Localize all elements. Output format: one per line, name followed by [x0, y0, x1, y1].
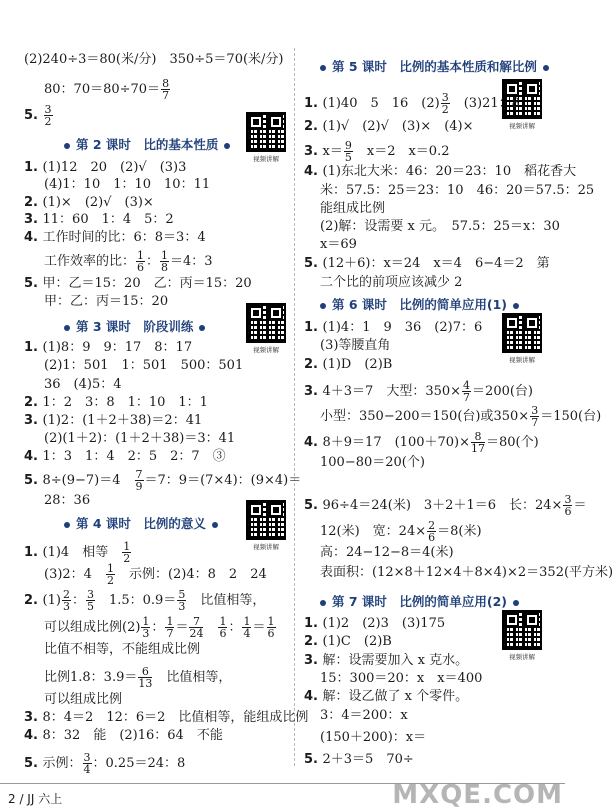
question-number: 1.: [304, 616, 323, 631]
fraction-numerator: 1: [123, 540, 131, 553]
answer-text: 12(米) 宽：24×: [320, 524, 427, 539]
question-number: 3.: [304, 144, 323, 159]
answer-text: 15：300＝20：x x＝400: [320, 671, 483, 686]
right-line: [320, 275, 462, 291]
left-line: [44, 563, 267, 586]
question-number: 4.: [24, 728, 43, 743]
left-line: [24, 230, 206, 246]
fraction: [267, 616, 276, 639]
fraction-numerator: 1: [137, 249, 145, 262]
answer-text: 1：3 1：4 2：5 2：7 ③: [42, 449, 226, 464]
right-line: [320, 708, 408, 724]
question-number: 1.: [24, 160, 43, 175]
fraction-numerator: 8: [162, 77, 170, 90]
answer-text: 8：4＝2 12：6＝2 比值相等，能组成比例: [42, 710, 309, 725]
answer-text: 能组成比例: [320, 201, 386, 216]
left-line: [24, 160, 186, 176]
answer-text: [204, 620, 217, 635]
fraction-denominator: 5: [86, 600, 94, 613]
fraction: [218, 616, 227, 639]
answer-text: 可以组成比例(2): [44, 620, 141, 635]
fraction: [165, 616, 174, 639]
question-number: 1.: [304, 96, 323, 111]
left-line: [44, 78, 171, 101]
fraction-denominator: 3: [62, 600, 70, 613]
answer-text: ：: [146, 254, 160, 269]
question-number: 3.: [304, 384, 323, 399]
answer-text: (1)40 5 16 (2): [322, 96, 440, 111]
question-number: 1.: [304, 320, 323, 335]
fraction: [189, 616, 203, 639]
fraction: [86, 589, 95, 612]
answer-text: ＝: [252, 620, 266, 635]
right-line: [304, 752, 414, 768]
fraction-denominator: 4: [83, 763, 91, 776]
answer-text: 8＋9＝17 (100＋70)×: [322, 435, 470, 450]
answer-text: 小型：350−200＝150(台)或350×: [320, 409, 530, 424]
question-number: 2.: [24, 195, 43, 210]
answer-text: ＝8(米): [437, 524, 482, 539]
answer-text: 1：2 3：8 1：10 1：1: [42, 395, 208, 410]
fraction-denominator: 6: [219, 627, 227, 640]
answer-text: 100−80＝20(个): [320, 455, 425, 470]
left-line: [44, 250, 213, 273]
answer-text: (1)√ (2)√ (3)× (4)×: [322, 119, 474, 134]
answer-text: ＝80(个): [486, 435, 539, 450]
answer-text: x＝2 x＝0.2: [353, 144, 450, 159]
question-number: 4.: [24, 449, 43, 464]
left-line: [24, 195, 154, 211]
fraction-numerator: 6: [138, 666, 152, 678]
right-line: [304, 320, 482, 336]
right-line: [304, 653, 468, 669]
question-number: 2.: [304, 634, 323, 649]
answer-text: 表面积：(12×8＋12×4＋8×4)×2＝352(平方米): [320, 565, 613, 580]
column-divider: [294, 48, 295, 766]
answer-text: 4＋3＝7 大型：350×: [322, 384, 462, 399]
fraction-denominator: 24: [189, 627, 204, 640]
left-line: [24, 212, 174, 228]
question-number: 2.: [304, 357, 323, 372]
question-number: 5.: [304, 498, 323, 513]
left-line: [24, 728, 223, 744]
right-line: [320, 730, 426, 746]
left-line: [24, 469, 301, 492]
fraction: [563, 494, 572, 517]
fraction-numerator: 3: [531, 404, 539, 417]
answer-text: ＝7：9＝(7×4)：(9×4)＝: [144, 473, 302, 488]
watermark: MXQE.COM: [392, 780, 563, 810]
fraction-denominator: 6: [564, 505, 572, 518]
answer-text: ：: [151, 620, 165, 635]
answer-text: (12＋6)：x＝24 x＝4 6−4＝2 第: [322, 256, 550, 271]
fraction: [106, 563, 115, 586]
fraction-denominator: 6: [267, 627, 275, 640]
answer-text: (150＋200)：x＝: [320, 730, 427, 745]
fraction-numerator: 1: [267, 615, 275, 628]
section-header-7: 第 7 课时 比例的简单应用(2): [320, 592, 519, 610]
qr-code[interactable]: 视频讲解: [500, 610, 544, 661]
fraction: [136, 250, 145, 273]
fraction: [135, 469, 144, 492]
left-line: [24, 710, 308, 726]
fraction-denominator: 6: [137, 261, 145, 274]
question-number: 4.: [24, 230, 43, 245]
right-line: [304, 256, 550, 272]
answer-text: ：: [71, 593, 85, 608]
question-number: 1.: [24, 340, 43, 355]
left-line: [44, 294, 168, 310]
answer-text: (1)8：9 9：17 8：17: [42, 340, 193, 355]
fraction-numerator: 4: [463, 379, 471, 392]
answer-text: (2)240÷3＝80(米/分) 350÷5＝70(米/分): [24, 52, 284, 67]
right-line: [304, 616, 445, 632]
fraction: [122, 541, 131, 564]
answer-text: ＝: [175, 620, 189, 635]
answer-text: (3)等腰直角: [320, 338, 391, 353]
answer-text: 比值相等，: [187, 593, 266, 608]
left-line: [24, 589, 265, 612]
fraction: [427, 520, 436, 543]
right-line: [304, 431, 539, 454]
right-line: [320, 338, 390, 354]
answer-text: 11：60 1：4 5：2: [42, 212, 174, 227]
page-footer: 2 / JJ 六上: [8, 792, 63, 806]
left-line: [24, 541, 132, 564]
section-header-6: 第 6 课时 比例的简单应用(1): [320, 295, 519, 313]
fraction: [177, 589, 186, 612]
answer-text: 1.5：0.9＝: [95, 593, 177, 608]
left-line: [24, 449, 226, 465]
fraction-denominator: 5: [344, 151, 352, 164]
fraction-numerator: 3: [86, 588, 94, 601]
question-number: 5.: [24, 108, 43, 123]
right-line: [320, 183, 594, 199]
fraction-numerator: 2: [428, 519, 436, 532]
fraction-numerator: 9: [344, 139, 352, 152]
fraction: [471, 431, 485, 454]
question-number: 1.: [24, 545, 43, 560]
qr-code[interactable]: 视频讲解: [500, 313, 544, 364]
fraction-denominator: 4: [243, 627, 251, 640]
right-line: [320, 455, 425, 471]
fraction-numerator: 7: [135, 468, 143, 481]
fraction: [441, 92, 450, 115]
question-number: 5.: [304, 752, 323, 767]
fraction: [160, 250, 169, 273]
answer-text: (1)东北大米：46：20＝23：10 稻花香大: [322, 164, 577, 179]
right-line: [304, 140, 449, 163]
section-header-2: 第 2 课时 比的基本性质: [64, 135, 230, 153]
answer-text: (3)21：8: [450, 96, 520, 111]
question-number: 3.: [304, 653, 323, 668]
answer-text: (2)解：设需要 x 元。 57.5：25＝x：30: [320, 219, 560, 234]
fraction-denominator: 9: [135, 480, 143, 493]
answer-text: ＝150(台): [540, 409, 602, 424]
left-line: [44, 493, 90, 509]
right-line: [304, 689, 468, 705]
answer-text: 甲：乙：丙＝15：20: [44, 294, 169, 309]
right-line: [320, 405, 601, 428]
answer-text: (2)(1＋2)：(1＋2＋38)＝3：41: [44, 431, 236, 446]
fraction-denominator: 17: [471, 442, 485, 455]
answer-text: 米：57.5：25＝23：10 46：20＝57.5：25: [320, 183, 595, 198]
answer-text: 示例：(2)4：8 2 24: [115, 567, 267, 582]
left-line: [24, 752, 185, 775]
answer-text: 比例1.8：3.9＝: [44, 670, 138, 685]
answer-text: (2)1：501 1：501 500：501: [44, 358, 244, 373]
answer-text: x＝: [322, 144, 343, 159]
fraction: [62, 589, 71, 612]
fraction-numerator: 3: [441, 91, 449, 104]
answer-text: 工作效率的比：: [44, 254, 136, 269]
answer-text: 比值相等，: [153, 670, 232, 685]
question-number: 3.: [24, 212, 43, 227]
right-line: [320, 219, 560, 235]
right-line: [304, 494, 586, 517]
right-line: [320, 565, 613, 581]
fraction-numerator: 8: [471, 431, 485, 443]
fraction-denominator: 6: [428, 531, 436, 544]
question-number: 5.: [304, 256, 323, 271]
answer-text: 8：32 能 (2)16：64 不能: [42, 728, 223, 743]
answer-text: (1)12 20 (2)√ (3)3: [42, 160, 187, 175]
fraction-denominator: 8: [161, 261, 169, 274]
question-number: 5.: [24, 276, 43, 291]
question-number: 2.: [24, 593, 43, 608]
answer-text: 比值不相等，不能组成比例: [44, 642, 201, 657]
left-line: [44, 616, 277, 639]
fraction: [530, 405, 539, 428]
right-line: [304, 119, 474, 135]
fraction-numerator: 2: [62, 588, 70, 601]
right-line: [320, 671, 482, 687]
answer-text: (1)4：1 9 36 (2)7：6: [322, 320, 483, 335]
fraction: [138, 666, 152, 689]
left-line: [44, 666, 231, 689]
fraction-numerator: 3: [44, 103, 52, 116]
fraction: [242, 616, 251, 639]
answer-text: 工作时间的比：6：8＝3：4: [42, 230, 206, 245]
answer-text: (1)2：(1＋2＋38)＝2：41: [42, 413, 203, 428]
fraction-numerator: 1: [142, 615, 150, 628]
question-number: 4.: [304, 689, 323, 704]
left-line: [44, 642, 200, 658]
section-header-5: 第 5 课时 比例的基本性质和解比例: [320, 57, 549, 75]
answer-text: 高：24−12−8＝4(米): [320, 545, 454, 560]
answer-text: ＝200(台): [472, 384, 534, 399]
right-line: [304, 380, 533, 403]
fraction-denominator: 7: [463, 391, 471, 404]
fraction: [44, 104, 53, 127]
qr-code[interactable]: 视频讲解: [244, 500, 288, 551]
right-line: [304, 164, 576, 180]
answer-text: 80：70＝80÷70＝: [44, 82, 161, 97]
fraction-numerator: 1: [219, 615, 227, 628]
left-line: [24, 413, 202, 429]
answer-text: 36 (4)5：4: [44, 377, 122, 392]
fraction-denominator: 7: [162, 89, 170, 102]
fraction: [141, 616, 150, 639]
fraction: [83, 752, 92, 775]
answer-text: ＝: [573, 498, 587, 513]
answer-text: (4)1：10 1：10 10：11: [44, 177, 211, 192]
fraction-denominator: 2: [441, 103, 449, 116]
fraction-denominator: 7: [166, 627, 174, 640]
question-number: 5.: [24, 473, 43, 488]
answer-text: (1)D (2)B: [322, 357, 393, 372]
left-line: [44, 177, 210, 193]
fraction-numerator: 1: [166, 615, 174, 628]
fraction-numerator: 3: [564, 493, 572, 506]
answer-text: ：0.25＝24：8: [92, 756, 186, 771]
answer-text: 二个比的前项应该减少 2: [320, 275, 463, 290]
left-line: [44, 377, 122, 393]
answer-text: 96÷4＝24(米) 3＋2＋1＝6 长：24×: [322, 498, 563, 513]
answer-text: (1): [42, 593, 61, 608]
answer-text: 示例：: [42, 756, 82, 771]
answer-text: (1)× (2)√ (3)×: [42, 195, 154, 210]
fraction-denominator: 2: [44, 115, 52, 128]
question-number: 4.: [304, 435, 323, 450]
right-line: [304, 92, 520, 115]
qr-code[interactable]: 视频讲解: [244, 112, 288, 163]
fraction: [344, 140, 353, 163]
fraction-numerator: 1: [161, 249, 169, 262]
answer-text: (1)4 相等: [42, 545, 122, 560]
left-line: [44, 431, 235, 447]
right-line: [304, 357, 392, 373]
answer-text: (1)C (2)B: [322, 634, 392, 649]
fraction-numerator: 7: [189, 616, 203, 628]
fraction-numerator: 1: [243, 615, 251, 628]
answer-text: ＝4：3: [170, 254, 213, 269]
answer-text: 可以组成比例: [44, 692, 123, 707]
question-number: 3.: [24, 413, 43, 428]
answer-text: (3)2：4: [44, 567, 105, 582]
left-line: [24, 52, 284, 68]
answer-text: 甲：乙＝15：20 乙：丙＝15：20: [42, 276, 252, 291]
left-line: [24, 104, 54, 127]
section-header-4: 第 4 课时 比例的意义: [64, 514, 218, 532]
fraction: [161, 78, 170, 101]
qr-code[interactable]: 视频讲解: [244, 303, 288, 354]
answer-text: 解：设需要加入 x 克水。: [322, 653, 469, 668]
question-number: 2.: [304, 119, 323, 134]
answer-text: 28：36: [44, 493, 91, 508]
question-number: 2.: [24, 395, 43, 410]
question-number: 5.: [24, 756, 43, 771]
question-number: 4.: [304, 164, 323, 179]
question-number: 3.: [24, 710, 43, 725]
answer-text: 解：设乙做了 x 个零件。: [322, 689, 469, 704]
answer-text: ：: [228, 620, 242, 635]
answer-text: 8÷(9−7)＝4: [42, 473, 134, 488]
fraction-denominator: 2: [106, 574, 114, 587]
answer-text: x＝69: [320, 237, 357, 252]
left-line: [24, 395, 208, 411]
fraction-numerator: 3: [83, 751, 91, 764]
fraction: [462, 380, 471, 403]
answer-text: 3：4＝200：x: [320, 708, 408, 723]
answer-text: 2＋3＝5 70÷: [322, 752, 414, 767]
fraction-denominator: 3: [178, 600, 186, 613]
right-line: [304, 634, 392, 650]
right-line: [320, 201, 385, 217]
left-line: [24, 276, 252, 292]
fraction-denominator: 2: [123, 552, 131, 565]
section-header-3: 第 3 课时 阶段训练: [64, 317, 205, 335]
fraction-denominator: 13: [138, 677, 153, 690]
left-line: [24, 340, 192, 356]
qr-code[interactable]: 视频讲解: [500, 79, 544, 130]
fraction-numerator: 5: [178, 588, 186, 601]
fraction-numerator: 1: [106, 562, 114, 575]
answer-text: (1)2 (2)3 (3)175: [322, 616, 446, 631]
fraction-denominator: 7: [531, 416, 539, 429]
right-line: [320, 520, 482, 543]
left-line: [44, 358, 243, 374]
fraction-denominator: 3: [142, 627, 150, 640]
left-line: [44, 692, 122, 708]
right-line: [320, 237, 357, 253]
right-line: [320, 545, 454, 561]
